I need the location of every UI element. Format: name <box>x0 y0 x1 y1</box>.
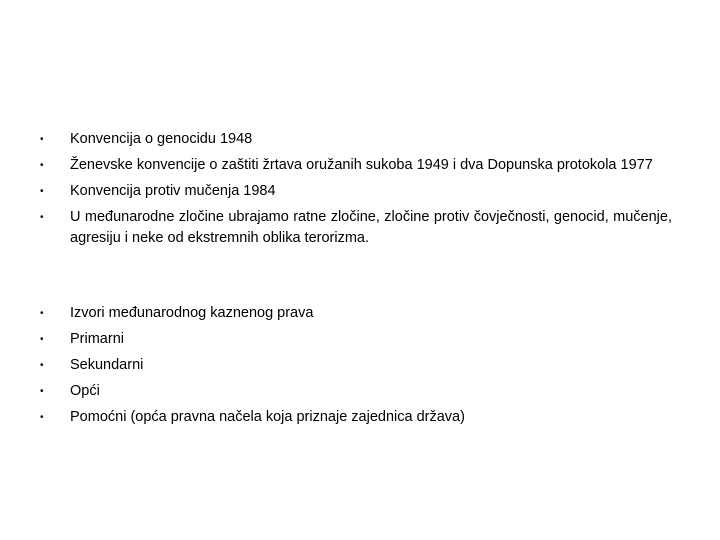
list-item <box>40 129 672 150</box>
bullet-icon: • <box>40 186 44 197</box>
list-item-text: Sekundarni <box>70 357 144 373</box>
list-item-text: Ženevske konvencije o zaštiti žrtava oružanih sukoba 1949 i dva Dopunska protokola 1977 <box>70 157 653 173</box>
bullet-icon: • <box>40 308 44 319</box>
list-item-text: Pomoćni (opća pravna načela koja priznaje zajednica država) <box>70 409 465 425</box>
bullet-icon: • <box>40 386 44 397</box>
bullet-icon: • <box>40 160 44 171</box>
bullet-icon: • <box>40 212 44 223</box>
list-item-text: Primarni <box>70 331 124 347</box>
list-item <box>40 155 672 176</box>
bullet-icon: • <box>40 412 44 423</box>
list-item-text: Konvencija protiv mučenja 1984 <box>70 183 276 199</box>
sources-bullet-list <box>40 303 672 433</box>
list-item-text: U međunarodne zločine ubrajamo ratne zločine, zločine protiv čovječnosti, genocid, mučenje, agresiju i neke od ekstremnih oblika terorizma. <box>70 209 672 246</box>
bullet-icon: • <box>40 360 44 371</box>
list-item-text: Opći <box>70 383 100 399</box>
list-item <box>40 181 672 202</box>
list-item <box>40 329 672 350</box>
list-item <box>40 207 672 249</box>
list-item-text: Izvori međunarodnog kaznenog prava <box>70 305 314 321</box>
bullet-icon: • <box>40 134 44 145</box>
list-item <box>40 381 672 402</box>
list-item <box>40 407 672 428</box>
treaties-bullet-list <box>40 129 672 254</box>
list-item-text: Konvencija o genocidu 1948 <box>70 131 253 147</box>
list-item <box>40 355 672 376</box>
list-item <box>40 303 672 324</box>
bullet-icon: • <box>40 334 44 345</box>
